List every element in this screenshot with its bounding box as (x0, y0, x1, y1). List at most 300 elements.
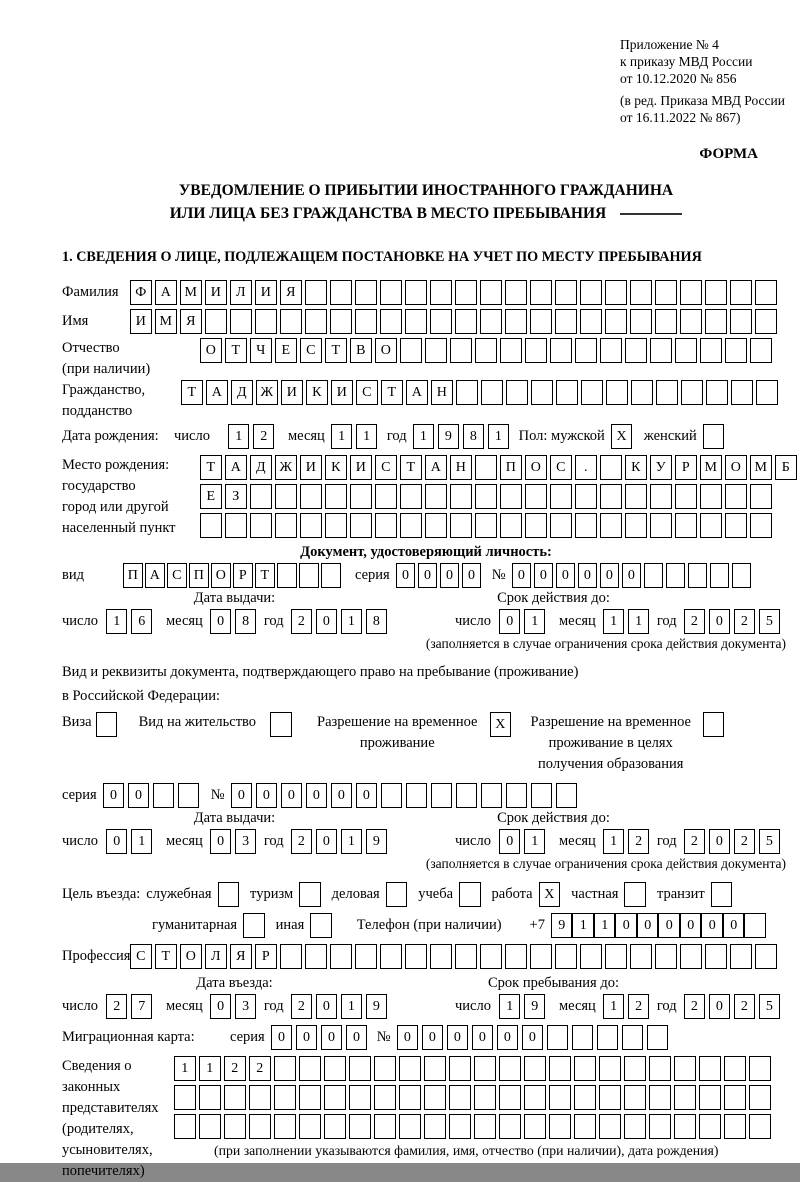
form-cell: И (130, 309, 152, 334)
form-cell (650, 513, 672, 538)
form-cell (750, 338, 772, 363)
form-cell: 1 (131, 829, 153, 854)
form-cell: 2 (249, 1056, 271, 1081)
form-cell (705, 280, 727, 305)
stay-month-cells (603, 994, 653, 1019)
form-cell: 1 (488, 424, 510, 449)
form-cell: 1 (174, 1056, 196, 1081)
form-cell: 0 (499, 829, 521, 854)
validity-note: (заполняется в случае ограничения срока действия документа) (425, 856, 786, 871)
form-cell (555, 280, 577, 305)
form-cell (153, 783, 175, 808)
form-cell (400, 513, 422, 538)
visa-label: Виза (62, 714, 92, 730)
form-cell: 0 (522, 1025, 544, 1050)
birth-month-cells (331, 424, 381, 449)
day-label: число (62, 998, 98, 1014)
issue-date-group (62, 609, 407, 634)
form-cell: 0 (709, 829, 731, 854)
form-cell (399, 1056, 421, 1081)
form-cell: А (145, 563, 165, 588)
residence-doc-series-row (62, 783, 790, 808)
form-cell: 5 (759, 994, 781, 1019)
form-cell (630, 309, 652, 334)
form-cell: Т (400, 455, 422, 480)
form-cell (325, 513, 347, 538)
form-cell (380, 309, 402, 334)
form-cell: 2 (628, 994, 650, 1019)
representatives-note: (при заполнении указываются фамилия, имя, отчество (при наличии), дата рождения) (214, 1143, 719, 1158)
annex-line: Приложение № 4 (620, 37, 719, 52)
form-cell: 0 (231, 783, 253, 808)
form-cell (430, 944, 452, 969)
doc-number-cells (512, 563, 754, 588)
valid-day-cells (499, 609, 549, 634)
form-cell: 7 (131, 994, 153, 1019)
year-label: год (263, 613, 284, 629)
form-cell (705, 309, 727, 334)
stay-day-cells (499, 994, 549, 1019)
issue-month-cells (210, 609, 260, 634)
form-cell (500, 338, 522, 363)
form-cell (524, 1085, 546, 1110)
issue-date-heading: Дата выдачи: (193, 810, 276, 826)
form-cell: М (700, 455, 722, 480)
form-cell (274, 1114, 296, 1139)
form-cell: 0 (306, 783, 328, 808)
form-cell: 9 (366, 829, 388, 854)
form-cell: У (650, 455, 672, 480)
purpose-checkbox (539, 882, 561, 907)
form-cell (625, 338, 647, 363)
form-cell (724, 1114, 746, 1139)
form-cell (475, 484, 497, 509)
form-cell (674, 1085, 696, 1110)
form-cell: 2 (291, 994, 313, 1019)
form-cell (755, 944, 777, 969)
annex-edit-line: от 16.11.2022 № 867) (620, 110, 741, 125)
purpose-option: иная (276, 913, 332, 938)
form-cell (749, 1056, 771, 1081)
form-cell: О (375, 338, 397, 363)
year-label: год (656, 998, 677, 1014)
form-cell: Т (381, 380, 403, 405)
entry-date-heading: Дата въезда: (196, 975, 273, 991)
form-cell (574, 1114, 596, 1139)
form-cell: П (189, 563, 209, 588)
form-cell: 2 (291, 609, 313, 634)
form-cell: 0 (296, 1025, 318, 1050)
form-cell: 1 (524, 609, 546, 634)
form-cell (650, 338, 672, 363)
form-cell: 0 (256, 783, 278, 808)
form-cell: 1 (524, 829, 546, 854)
form-cell: Ж (256, 380, 278, 405)
representatives-cells (174, 1056, 774, 1159)
form-cell (330, 944, 352, 969)
form-cell: 0 (422, 1025, 444, 1050)
form-cell: 0 (499, 609, 521, 634)
form-cell: 0 (556, 563, 576, 588)
form-cell: 2 (734, 609, 756, 634)
purpose-checkbox (299, 882, 321, 907)
form-cell (555, 944, 577, 969)
form-cell (666, 563, 686, 588)
form-cell (599, 1085, 621, 1110)
form-cell (700, 338, 722, 363)
form-cell: М (750, 455, 772, 480)
form-cell (350, 484, 372, 509)
form-cell (200, 513, 222, 538)
valid-year-cells (684, 609, 784, 634)
number-label: № (491, 567, 506, 583)
annex-line: от 10.12.2020 № 856 (620, 71, 737, 86)
form-cell (625, 484, 647, 509)
title-line-2: ИЛИ ЛИЦА БЕЗ ГРАЖДАНСТВА В МЕСТО ПРЕБЫВАНИЯ (62, 202, 790, 225)
form-cell: О (200, 338, 222, 363)
form-cell: 9 (438, 424, 460, 449)
valid-until-heading: Срок действия до: (497, 810, 610, 826)
form-cell: Я (230, 944, 252, 969)
migration-card-row (62, 1025, 790, 1050)
form-cell (630, 280, 652, 305)
form-cell: И (255, 280, 277, 305)
form-cell (386, 882, 408, 907)
residence-series-cells (103, 783, 203, 808)
form-cell (300, 513, 322, 538)
form-cell: Н (431, 380, 453, 405)
citizenship-row (62, 380, 790, 422)
form-cell: 1 (628, 609, 650, 634)
form-cell (649, 1056, 671, 1081)
form-cell: 0 (462, 563, 482, 588)
form-cell: 2 (628, 829, 650, 854)
surname-row (62, 280, 790, 305)
form-cell (599, 1056, 621, 1081)
stay-year-cells (684, 994, 784, 1019)
entry-stay-dates (62, 975, 790, 1019)
purpose-row-1 (62, 882, 790, 907)
form-cell (525, 484, 547, 509)
form-cell: И (300, 455, 322, 480)
form-cell (600, 338, 622, 363)
residence-number-cells (231, 783, 581, 808)
form-cell: М (180, 280, 202, 305)
form-cell: 1 (499, 994, 521, 1019)
day-label: число (455, 833, 491, 849)
form-cell: И (205, 280, 227, 305)
form-cell (650, 484, 672, 509)
form-cell (525, 338, 547, 363)
form-cell (755, 280, 777, 305)
form-cell: 9 (551, 913, 573, 938)
citizenship-label-2: подданство (62, 403, 133, 419)
form-cell: 0 (321, 1025, 343, 1050)
form-cell (580, 280, 602, 305)
form-cell: Н (450, 455, 472, 480)
form-cell: Е (275, 338, 297, 363)
issue-date-group (62, 829, 407, 854)
form-cell (459, 882, 481, 907)
form-cell: 0 (356, 783, 378, 808)
form-cell (549, 1085, 571, 1110)
temp-permit-checkbox (490, 712, 515, 737)
form-cell: 9 (366, 994, 388, 1019)
day-label: число (455, 998, 491, 1014)
form-cell (299, 1085, 321, 1110)
form-cell (699, 1085, 721, 1110)
form-cell: 0 (512, 563, 532, 588)
form-cell: 0 (637, 913, 659, 938)
form-cell (324, 1114, 346, 1139)
form-cell: 0 (418, 563, 438, 588)
form-cell: 0 (709, 609, 731, 634)
form-cell (531, 783, 553, 808)
form-cell: Б (775, 455, 797, 480)
form-cell (725, 513, 747, 538)
form-cell: 0 (600, 563, 620, 588)
issue-year-cells (291, 829, 391, 854)
valid-until-heading: Срок действия до: (497, 590, 610, 606)
year-label: год (263, 833, 284, 849)
form-cell: О (211, 563, 231, 588)
form-cell (425, 484, 447, 509)
form-cell (556, 380, 578, 405)
form-cell (631, 380, 653, 405)
form-cell (550, 513, 572, 538)
form-cell (749, 1114, 771, 1139)
form-cell (455, 280, 477, 305)
form-cell (705, 944, 727, 969)
form-cell (649, 1114, 671, 1139)
form-cell (622, 1025, 644, 1050)
form-cell: 0 (128, 783, 150, 808)
form-cell (680, 944, 702, 969)
title-blank-underline (620, 213, 682, 215)
form-cell (274, 1085, 296, 1110)
form-cell (555, 309, 577, 334)
form-cell (750, 513, 772, 538)
form-cell: И (331, 380, 353, 405)
form-cell: А (406, 380, 428, 405)
form-cell (730, 309, 752, 334)
form-cell: 0 (472, 1025, 494, 1050)
migration-card-label: Миграционная карта: (62, 1029, 195, 1045)
birth-place-line-3 (200, 513, 800, 538)
form-cell (731, 380, 753, 405)
form-cell: 0 (723, 913, 745, 938)
issue-day-cells (106, 829, 156, 854)
valid-month-cells (603, 609, 653, 634)
sex-female-checkbox (703, 424, 728, 449)
representatives-line-2 (174, 1085, 774, 1110)
form-cell: Ж (275, 455, 297, 480)
form-cell: 0 (210, 609, 232, 634)
form-cell (624, 1114, 646, 1139)
purpose-label: Цель въезда: (62, 886, 141, 902)
form-cell (655, 309, 677, 334)
form-cell (324, 1056, 346, 1081)
form-cell (199, 1085, 221, 1110)
form-cell (550, 484, 572, 509)
form-cell (710, 563, 730, 588)
form-cell (275, 484, 297, 509)
form-cell (725, 338, 747, 363)
form-cell: С (356, 380, 378, 405)
form-cell (250, 513, 272, 538)
form-cell: Я (280, 280, 302, 305)
form-cell: 0 (615, 913, 637, 938)
title-line-1: УВЕДОМЛЕНИЕ О ПРИБЫТИИ ИНОСТРАННОГО ГРАЖДАНИНА (178, 182, 674, 199)
form-cell: 1 (341, 609, 363, 634)
form-cell: 0 (658, 913, 680, 938)
residence-permit-checkbox (270, 712, 295, 737)
day-label: число (62, 833, 98, 849)
form-cell (249, 1085, 271, 1110)
form-cell: Ч (250, 338, 272, 363)
form-cell: 5 (759, 829, 781, 854)
form-cell (375, 484, 397, 509)
phone-prefix: +7 (529, 917, 545, 933)
form-cell (299, 563, 319, 588)
form-cell: 3 (235, 829, 257, 854)
form-cell (572, 1025, 594, 1050)
form-cell (399, 1085, 421, 1110)
form-cell (597, 1025, 619, 1050)
form-cell (574, 1085, 596, 1110)
form-cell (355, 944, 377, 969)
form-cell: О (725, 455, 747, 480)
purpose-checkbox (386, 882, 408, 907)
form-cell (199, 1114, 221, 1139)
form-cell: 2 (253, 424, 275, 449)
form-cell: . (575, 455, 597, 480)
form-cell (575, 513, 597, 538)
form-cell (305, 280, 327, 305)
form-cell (305, 309, 327, 334)
form-cell (580, 309, 602, 334)
form-cell: С (375, 455, 397, 480)
document-title (62, 179, 790, 225)
residence-doc-options (62, 712, 790, 775)
form-cell (474, 1085, 496, 1110)
day-label: число (455, 613, 491, 629)
form-cell (277, 563, 297, 588)
form-cell (499, 1056, 521, 1081)
month-label: месяц (558, 998, 596, 1014)
form-cell (406, 783, 428, 808)
form-cell: З (225, 484, 247, 509)
form-cell: 2 (684, 609, 706, 634)
birth-day-cells (228, 424, 278, 449)
form-cell (205, 309, 227, 334)
form-cell (174, 1085, 196, 1110)
entry-date-col (62, 975, 407, 1019)
patronymic-row (62, 338, 790, 380)
form-cell: 2 (684, 994, 706, 1019)
residence-doc-dates (62, 810, 790, 854)
form-cell (310, 913, 332, 938)
form-cell (744, 913, 766, 938)
form-cell (706, 380, 728, 405)
representatives-label: Сведения о законных представителях (родителях, усыновителях, попечителях) (62, 1058, 159, 1179)
valid-day-cells (499, 829, 549, 854)
form-cell: П (500, 455, 522, 480)
year-label: год (386, 428, 407, 444)
year-label: год (656, 613, 677, 629)
form-cell (674, 1056, 696, 1081)
form-cell (224, 1085, 246, 1110)
form-cell (456, 783, 478, 808)
form-cell: 0 (396, 563, 416, 588)
form-cell (424, 1056, 446, 1081)
doc-kind-label: вид (62, 567, 84, 583)
form-cell: 1 (413, 424, 435, 449)
form-cell: 2 (734, 994, 756, 1019)
doc-series-cells (396, 563, 484, 588)
phone-label: Телефон (при наличии) (356, 917, 502, 933)
purpose-option: работа X (492, 882, 561, 907)
form-label: ФОРМА (699, 146, 758, 162)
form-cell: 1 (594, 913, 616, 938)
series-label: серия (62, 787, 97, 803)
form-cell: 2 (224, 1056, 246, 1081)
issue-day-cells (106, 609, 156, 634)
form-cell: Я (180, 309, 202, 334)
form-cell (399, 1114, 421, 1139)
form-cell (481, 380, 503, 405)
birth-place-cells (200, 455, 800, 542)
form-cell (547, 1025, 569, 1050)
form-cell (688, 563, 708, 588)
form-cell (699, 1114, 721, 1139)
patronymic-cells (200, 338, 775, 363)
form-cell (624, 1085, 646, 1110)
form-cell: X (611, 424, 633, 449)
form-cell (600, 513, 622, 538)
migration-number-cells (397, 1025, 672, 1050)
form-cell: 0 (534, 563, 554, 588)
form-cell: 0 (106, 829, 128, 854)
form-cell (649, 1085, 671, 1110)
form-cell (580, 944, 602, 969)
form-cell: Л (205, 944, 227, 969)
patronymic-label: Отчество (при наличии) (62, 340, 151, 377)
profession-row (62, 944, 790, 969)
citizenship-label: Гражданство, подданство (62, 382, 146, 419)
edu-permit-label: Разрешение на временное проживание в целях получения образования (530, 714, 691, 772)
form-cell: Р (255, 944, 277, 969)
purpose-checkbox (310, 913, 332, 938)
series-label: серия (230, 1029, 265, 1045)
purpose-option: служебная (146, 882, 239, 907)
form-cell (405, 944, 427, 969)
doc-kind-cells (123, 563, 343, 588)
stay-until-group (407, 994, 790, 1019)
form-cell (644, 563, 664, 588)
form-cell: О (180, 944, 202, 969)
form-cell (700, 513, 722, 538)
sex-label: Пол: мужской (518, 428, 605, 444)
form-cell (530, 944, 552, 969)
form-cell: 0 (497, 1025, 519, 1050)
residence-permit-label: Вид на жительство (138, 714, 257, 730)
form-cell: 0 (271, 1025, 293, 1050)
form-cell (449, 1085, 471, 1110)
series-label: серия (355, 567, 390, 583)
form-cell (481, 783, 503, 808)
form-cell (475, 513, 497, 538)
